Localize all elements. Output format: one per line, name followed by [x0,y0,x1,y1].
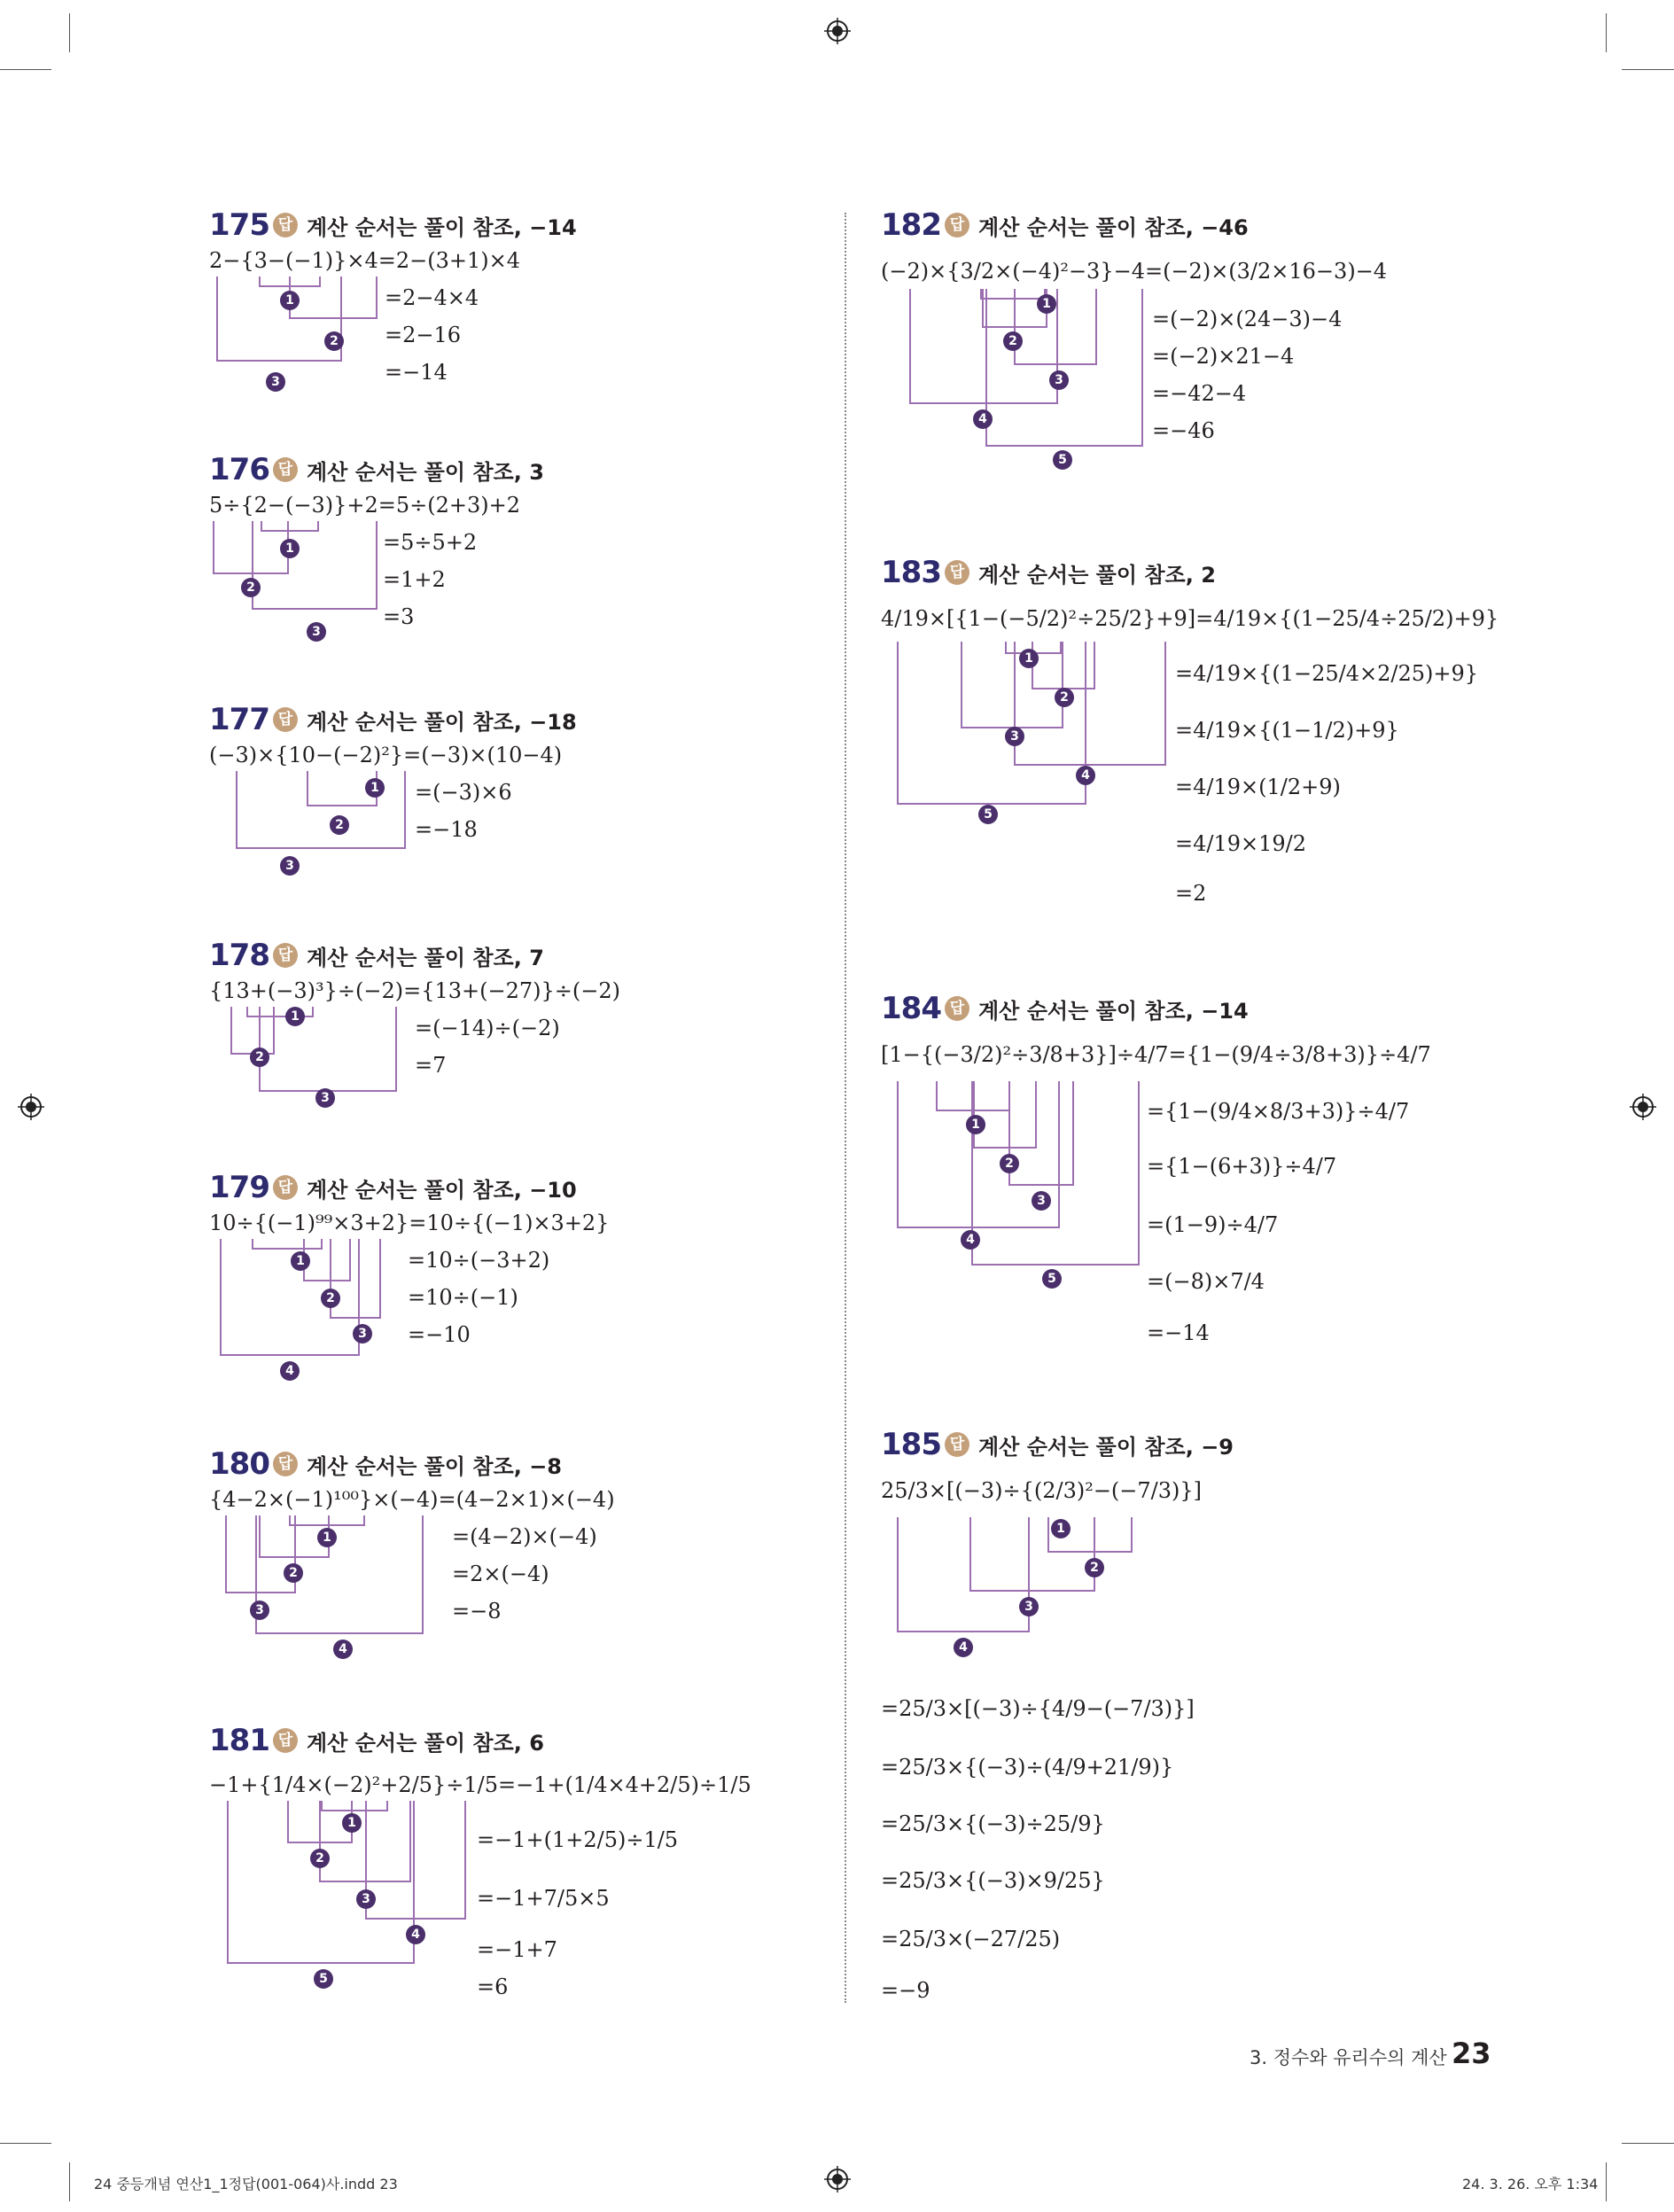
step-number: 4 [973,409,993,429]
column-divider [845,213,846,2003]
step-number: 1 [280,291,300,310]
step-number: 1 [317,1528,337,1547]
answer-text: 계산 순서는 풀이 참조, −18 [307,709,577,735]
answer-badge: 답 [945,560,969,585]
expression-line: =2−4×4 [385,285,479,310]
step-number: 2 [1055,688,1074,707]
crop-mark [1622,2143,1674,2144]
expression-line: =4/19×{(1−1/2)+9} [1175,718,1399,743]
expression-line: −1+{1/4×(−2)²+2/5}÷1/5=−1+(1/4×4+2/5)÷1/5 [209,1772,751,1797]
problem-number: 181 [209,1723,269,1758]
answer-badge: 답 [945,213,969,238]
answer-text: 계산 순서는 풀이 참조, −14 [307,214,577,240]
step-bracket [216,276,342,362]
registration-mark-icon [1630,1094,1656,1120]
problem-179 [209,1168,741,1381]
step-bracket [971,1081,1140,1266]
expression-line: =25/3×{(−3)×9/25} [881,1868,1105,1893]
step-number: 3 [1019,1597,1039,1616]
date-slug: 24. 3. 26. 오후 1:34 [1462,2176,1599,2193]
step-number: 3 [266,372,285,392]
problem-number: 180 [209,1446,269,1482]
step-number: 1 [1037,294,1056,314]
expression-line: =3 [383,604,415,629]
expression-line: =4/19×{(1−25/4×2/25)+9} [1175,661,1479,686]
answer-text: 계산 순서는 풀이 참조, −14 [978,998,1249,1024]
expression-line: =6 [477,1974,509,1999]
expression-line: =−46 [1152,418,1215,443]
problem-178 [209,936,741,1122]
step-number: 2 [1003,331,1023,351]
step-number: 4 [406,1925,425,1944]
step-bracket [259,1007,397,1092]
step-number: 1 [966,1115,985,1134]
step-number: 4 [961,1230,980,1250]
step-number: 5 [1053,450,1072,470]
expression-line: =10÷(−1) [408,1285,518,1310]
crop-mark [69,13,70,52]
answer-text: 계산 순서는 풀이 참조, −8 [307,1453,563,1479]
expression-line: (−2)×{3/2×(−4)²−3}−4=(−2)×(3/2×16−3)−4 [881,259,1388,284]
expression-line: =−8 [452,1599,502,1624]
step-number: 2 [321,1289,340,1308]
problem-number: 183 [881,555,941,590]
step-number: 2 [330,815,349,835]
step-number: 2 [241,578,261,597]
step-number: 5 [978,805,998,824]
expression-line: =10÷(−3+2) [408,1248,550,1273]
problem-181 [209,1721,829,2013]
step-number: 2 [284,1563,303,1583]
problem-175 [209,206,741,401]
problem-header [209,1721,829,1760]
problem-number: 179 [209,1170,269,1205]
answer-text: 계산 순서는 풀이 참조, 3 [307,459,544,485]
expression-line: =7 [415,1053,447,1078]
step-number: 3 [353,1324,372,1344]
step-number: 4 [333,1640,353,1659]
problem-185 [881,1425,1590,2010]
registration-mark-icon [18,1094,44,1120]
answer-badge: 답 [273,1452,298,1476]
problem-183 [881,553,1590,925]
expression-line: =1+2 [383,567,446,592]
registration-mark-icon [824,2166,851,2193]
expression-line: =−10 [408,1322,471,1347]
expression-line: 4/19×[{1−(−5/2)²÷25/2}+9]=4/19×{(1−25/4÷25/2)+9} [881,606,1499,631]
step-number: 2 [250,1048,269,1067]
expression-line: =(−8)×7/4 [1147,1269,1265,1294]
step-number: 3 [280,856,300,876]
expression-line: 2−{3−(−1)}×4=2−(3+1)×4 [209,248,521,273]
crop-mark [69,2162,70,2201]
step-number: 5 [314,1969,333,1989]
problem-number: 185 [881,1427,941,1462]
page-number: 23 [1452,2037,1491,2070]
step-number: 3 [1049,370,1069,390]
step-number: 2 [1085,1558,1104,1577]
expression-line: =−42−4 [1152,381,1247,406]
answer-badge: 답 [273,943,298,968]
problem-header [881,206,1501,245]
step-bracket [897,642,1086,805]
step-bracket [255,1515,424,1634]
expression-line: =−1+(1+2/5)÷1/5 [477,1827,679,1852]
step-number: 3 [356,1889,376,1909]
problem-header [881,989,1590,1028]
expression-line: =(−2)×(24−3)−4 [1152,307,1343,331]
answer-text: 계산 순서는 풀이 참조, 2 [978,562,1216,588]
expression-line: =−14 [385,360,448,385]
problem-182 [881,206,1501,489]
expression-line: ={1−(6+3)}÷4/7 [1147,1154,1337,1179]
problem-header [209,450,741,489]
registration-mark-icon [824,18,851,44]
answer-badge: 답 [273,457,298,482]
step-number: 2 [310,1849,330,1868]
expression-line: =−1+7 [477,1937,557,1962]
answer-text: 계산 순서는 풀이 참조, 7 [307,945,544,970]
expression-line: ={1−(9/4×8/3+3)}÷4/7 [1147,1099,1410,1124]
crop-mark [1622,69,1674,70]
expression-line: {13+(−3)³}÷(−2)={13+(−27)}÷(−2) [209,978,621,1003]
problem-177 [209,700,741,886]
expression-line: 25/3×[(−3)÷{(2/3)²−(−7/3)}] [881,1478,1203,1503]
answer-badge: 답 [273,707,298,732]
expression-line: =2 [1175,881,1207,906]
expression-line: [1−{(−3/2)²÷3/8+3}]÷4/7={1−(9/4÷3/8+3)}÷4/7 [881,1042,1431,1067]
problem-header [209,936,741,975]
answer-badge: 답 [273,1728,298,1753]
expression-line: =25/3×{(−3)÷25/9} [881,1811,1105,1836]
step-number: 1 [280,539,300,558]
answer-badge: 답 [273,213,298,238]
step-bracket [227,1801,415,1964]
problem-number: 178 [209,938,269,973]
answer-text: 계산 순서는 풀이 참조, 6 [307,1730,544,1756]
crop-mark [1606,2162,1607,2201]
problem-176 [209,450,741,645]
step-number: 1 [1051,1519,1071,1538]
problem-header [209,206,741,245]
step-number: 1 [285,1007,305,1026]
answer-badge: 답 [945,1432,969,1457]
expression-line: =2−16 [385,323,462,347]
step-number: 1 [365,778,385,798]
step-bracket [252,521,378,610]
crop-mark [0,69,51,70]
expression-line: =4/19×19/2 [1175,831,1307,856]
answer-text: 계산 순서는 풀이 참조, −10 [307,1177,577,1203]
step-bracket [897,1517,1030,1632]
problem-184 [881,989,1590,1361]
answer-text: 계산 순서는 풀이 참조, −9 [978,1434,1234,1460]
expression-line: 10÷{(−1)⁹⁹×3+2}=10÷{(−1)×3+2} [209,1211,610,1235]
expression-line: =25/3×(−27/25) [881,1927,1061,1951]
problem-number: 176 [209,452,269,487]
expression-line: =(−14)÷(−2) [415,1016,560,1040]
answer-text: 계산 순서는 풀이 참조, −46 [978,214,1249,240]
expression-line: {4−2×(−1)¹⁰⁰}×(−4)=(4−2×1)×(−4) [209,1487,615,1512]
answer-badge: 답 [945,996,969,1021]
expression-line: =25/3×[(−3)÷{4/9−(−7/3)}] [881,1696,1195,1721]
step-number: 3 [315,1088,335,1108]
expression-line: =4/19×(1/2+9) [1175,775,1341,799]
problem-number: 184 [881,991,941,1026]
expression-line: 5÷{2−(−3)}+2=5÷(2+3)+2 [209,493,521,518]
expression-line: =2×(−4) [452,1562,549,1586]
step-number: 3 [250,1601,269,1620]
expression-line: =−18 [415,817,478,842]
step-number: 4 [280,1361,300,1381]
step-number: 3 [1005,727,1024,746]
expression-line: (−3)×{10−(−2)²}=(−3)×(10−4) [209,743,563,767]
problem-header [881,1425,1590,1464]
expression-line: =(1−9)÷4/7 [1147,1212,1279,1237]
problem-number: 177 [209,702,269,737]
step-number: 1 [342,1813,362,1833]
problem-180 [209,1445,741,1657]
problem-header [209,1168,741,1207]
expression-line: =−1+7/5×5 [477,1886,610,1911]
expression-line: =−14 [1147,1320,1210,1345]
step-number: 1 [291,1251,310,1271]
step-number: 2 [324,331,344,351]
chapter-title: 3. 정수와 유리수의 계산 [1250,2047,1447,2068]
expression-line: =−9 [881,1978,930,2003]
step-number: 2 [1000,1154,1019,1173]
crop-mark [1606,13,1607,52]
step-number: 4 [1076,766,1095,785]
step-number: 5 [1042,1269,1062,1289]
problem-header [209,700,741,739]
expression-line: =25/3×{(−3)÷(4/9+21/9)} [881,1755,1174,1780]
crop-mark [0,2143,51,2144]
step-number: 1 [1019,649,1039,668]
answer-badge: 답 [273,1175,298,1200]
problem-number: 182 [881,207,941,243]
expression-line: =5÷5+2 [383,530,478,555]
expression-line: =(4−2)×(−4) [452,1524,597,1549]
step-number: 4 [954,1638,973,1657]
expression-line: =(−3)×6 [415,780,512,805]
problem-number: 175 [209,207,269,243]
file-slug: 24 중등개념 연산1_1정답(001-064)사.indd 23 [94,2176,398,2193]
expression-line: =(−2)×21−4 [1152,344,1295,369]
problem-header [881,553,1590,592]
step-number: 3 [1032,1191,1051,1211]
step-number: 3 [307,622,326,642]
step-bracket [985,289,1143,447]
problem-header [209,1445,741,1484]
